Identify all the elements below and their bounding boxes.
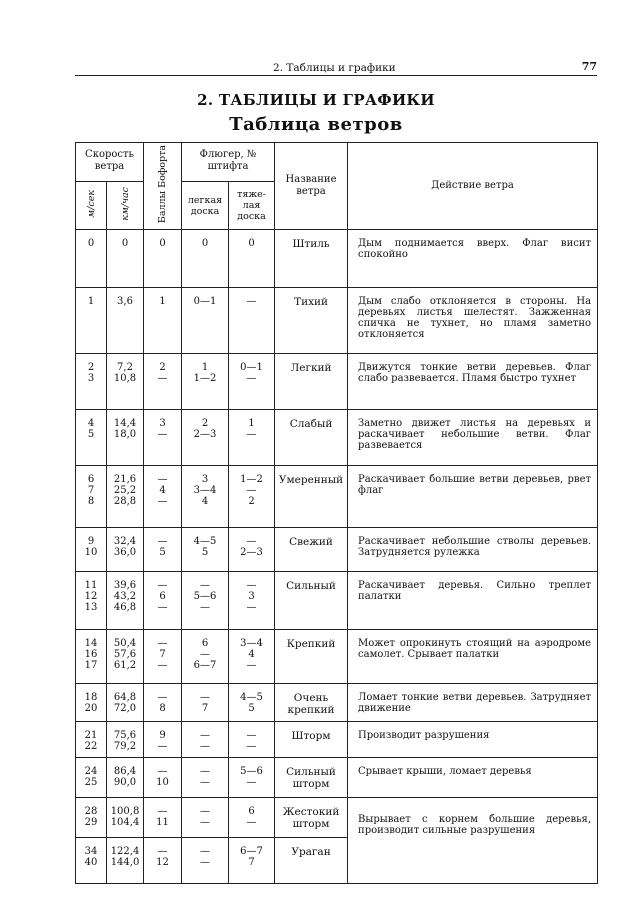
beaufort-cell xyxy=(144,230,182,288)
wind-effect-cell: Дым слабо отклоняется в стороны. На деревьях листья шелестят. Зажженная спичка не тухнет, но пламя заметно отклоняется xyxy=(348,288,598,354)
light-board-cell xyxy=(182,230,229,288)
cell-line: 20 xyxy=(84,703,98,714)
cell-line: 86,4 xyxy=(113,766,137,777)
wind-effect-cell: Раскачивает небольшие стволы деревьев. Затрудняется рулежка xyxy=(348,528,598,572)
heavy-board-cell xyxy=(229,630,275,684)
speed-kmh-cell xyxy=(107,528,144,572)
table-row xyxy=(76,684,598,722)
wind-effect-cell: Раскачивает большие ветви деревьев, рвет флаг xyxy=(348,466,598,528)
cell-line: 72,0 xyxy=(113,703,137,714)
cell-line: — xyxy=(157,536,168,547)
cell-line: 1—2 xyxy=(240,474,263,485)
cell-line: — xyxy=(200,649,211,660)
cell-line: 0 xyxy=(87,238,95,249)
cell-line: 11 xyxy=(156,817,169,828)
cell-line: 2—3 xyxy=(193,429,217,440)
cell-line: 0 xyxy=(121,238,129,249)
cell-line: — xyxy=(200,777,211,788)
wind-effect-cell: Заметно движет листья на деревьях и раскачивает небольшие ветви. Флаг развевается xyxy=(348,410,598,466)
cell-line: — xyxy=(200,806,211,817)
beaufort-cell xyxy=(144,798,182,838)
header-effect: Действие ветра xyxy=(348,143,598,230)
heavy-board-cell xyxy=(229,354,275,410)
header-rule xyxy=(75,75,597,76)
cell-line: 28,8 xyxy=(113,496,137,507)
cell-line: 13 xyxy=(84,602,98,613)
cell-line: 64,8 xyxy=(113,692,137,703)
table-row xyxy=(76,630,598,684)
cell-line: — xyxy=(157,846,168,857)
cell-line: — xyxy=(246,429,257,440)
light-board-cell xyxy=(182,722,229,758)
cell-line: — xyxy=(157,474,168,485)
cell-line: 6—7 xyxy=(240,846,263,857)
cell-line: 1 xyxy=(87,296,95,307)
wind-name-cell: Ураган xyxy=(275,838,348,884)
wind-name-cell: Умеренный xyxy=(275,466,348,528)
cell-line: 7,2 xyxy=(117,362,133,373)
cell-line: — xyxy=(157,602,168,613)
table-row xyxy=(76,722,598,758)
cell-line: 28 xyxy=(84,806,98,817)
cell-line: 2 xyxy=(159,362,166,373)
cell-line: 5 xyxy=(201,547,209,558)
table-row xyxy=(76,528,598,572)
cell-line: — xyxy=(157,741,168,752)
speed-kmh-cell xyxy=(107,230,144,288)
cell-line: 25,2 xyxy=(113,485,137,496)
cell-line: 6 xyxy=(87,474,95,485)
cell-line: 18 xyxy=(84,692,98,703)
light-board-cell xyxy=(182,288,229,354)
heavy-board-cell xyxy=(229,722,275,758)
cell-line: 10,8 xyxy=(113,373,137,384)
header-heavy-board: тяже-лая доска xyxy=(229,182,275,230)
wind-name-cell: Свежий xyxy=(275,528,348,572)
heavy-board-cell xyxy=(229,798,275,838)
cell-line: 3 xyxy=(87,373,95,384)
speed-ms-cell xyxy=(76,230,107,288)
cell-line: 1 xyxy=(159,296,166,307)
heavy-board-cell xyxy=(229,684,275,722)
header-light-board: легкая доска xyxy=(182,182,229,230)
cell-line: 18,0 xyxy=(113,429,137,440)
cell-line: 21 xyxy=(84,730,98,741)
cell-line: — xyxy=(157,496,168,507)
cell-line: 144,0 xyxy=(110,857,140,868)
beaufort-cell xyxy=(144,572,182,630)
cell-line: — xyxy=(157,638,168,649)
cell-line: 79,2 xyxy=(113,741,137,752)
beaufort-cell xyxy=(144,288,182,354)
cell-line: — xyxy=(246,373,257,384)
heavy-board-cell xyxy=(229,758,275,798)
cell-line: — xyxy=(157,806,168,817)
beaufort-cell xyxy=(144,758,182,798)
cell-line: 17 xyxy=(84,660,98,671)
cell-line: 1—2 xyxy=(193,373,217,384)
table-row xyxy=(76,798,598,838)
cell-line: 2 xyxy=(248,496,255,507)
table-row xyxy=(76,230,598,288)
cell-line: — xyxy=(157,692,168,703)
cell-line: — xyxy=(200,580,211,591)
cell-line: 0—1 xyxy=(193,296,217,307)
speed-ms-cell xyxy=(76,758,107,798)
light-board-cell xyxy=(182,630,229,684)
speed-ms-cell xyxy=(76,630,107,684)
cell-line: 75,6 xyxy=(113,730,137,741)
heavy-board-cell xyxy=(229,410,275,466)
cell-line: 4—5 xyxy=(193,536,217,547)
cell-line: — xyxy=(200,766,211,777)
cell-line: — xyxy=(246,741,257,752)
wind-effect-cell: Дым поднимается вверх. Флаг висит спокойно xyxy=(348,230,598,288)
cell-line: 12 xyxy=(156,857,169,868)
cell-line: — xyxy=(246,730,257,741)
running-header xyxy=(75,60,597,76)
cell-line: — xyxy=(246,485,257,496)
cell-line: 36,0 xyxy=(113,547,137,558)
cell-line: 24 xyxy=(84,766,98,777)
cell-line: 4 xyxy=(87,418,95,429)
speed-kmh-cell xyxy=(107,466,144,528)
cell-line: — xyxy=(246,536,257,547)
beaufort-cell xyxy=(144,528,182,572)
wind-effect-cell: Раскачивает деревья. Сильно треплет палатки xyxy=(348,572,598,630)
cell-line: 2 xyxy=(201,418,209,429)
light-board-cell xyxy=(182,354,229,410)
cell-line: 8 xyxy=(159,703,166,714)
header-speed-ms: м/сек xyxy=(76,182,107,230)
wind-effect-cell: Вырывает с корнем большие деревья, производит сильные разрушения xyxy=(348,798,598,884)
light-board-cell xyxy=(182,838,229,884)
speed-ms-cell xyxy=(76,354,107,410)
cell-line: — xyxy=(246,817,257,828)
heavy-board-cell xyxy=(229,572,275,630)
cell-line: 5—6 xyxy=(193,591,217,602)
cell-line: 39,6 xyxy=(113,580,137,591)
wind-name-cell: Шторм xyxy=(275,722,348,758)
light-board-cell xyxy=(182,684,229,722)
wind-name-cell: Сильный шторм xyxy=(275,758,348,798)
speed-kmh-cell xyxy=(107,758,144,798)
cell-line: 5 xyxy=(159,547,166,558)
cell-line: 6 xyxy=(248,806,255,817)
speed-ms-cell xyxy=(76,528,107,572)
speed-ms-cell xyxy=(76,722,107,758)
heavy-board-cell xyxy=(229,466,275,528)
cell-line: 2—3 xyxy=(240,547,263,558)
cell-line: 7 xyxy=(87,485,95,496)
cell-line: 7 xyxy=(201,703,209,714)
cell-line: 8 xyxy=(87,496,95,507)
speed-kmh-cell xyxy=(107,572,144,630)
cell-line: 32,4 xyxy=(113,536,137,547)
cell-line: — xyxy=(200,602,211,613)
speed-kmh-cell xyxy=(107,684,144,722)
heavy-board-cell xyxy=(229,230,275,288)
heavy-board-cell xyxy=(229,528,275,572)
beaufort-cell xyxy=(144,684,182,722)
light-board-cell xyxy=(182,798,229,838)
wind-name-cell: Крепкий xyxy=(275,630,348,684)
beaufort-cell xyxy=(144,354,182,410)
cell-line: 25 xyxy=(84,777,98,788)
cell-line: 57,6 xyxy=(113,649,137,660)
wind-name-cell: Тихий xyxy=(275,288,348,354)
cell-line: 6 xyxy=(159,591,166,602)
cell-line: — xyxy=(246,777,257,788)
cell-line: 16 xyxy=(84,649,98,660)
cell-line: 21,6 xyxy=(113,474,137,485)
cell-line: 10 xyxy=(84,547,98,558)
speed-ms-cell xyxy=(76,410,107,466)
cell-line: — xyxy=(200,692,211,703)
cell-line: 6 xyxy=(201,638,209,649)
cell-line: — xyxy=(200,846,211,857)
cell-line: 1 xyxy=(248,418,255,429)
header-vane: Флюгер, № штифта xyxy=(182,143,275,182)
table-row xyxy=(76,758,598,798)
cell-line: 3 xyxy=(201,474,209,485)
cell-line: — xyxy=(200,741,211,752)
cell-line: 104,4 xyxy=(110,817,140,828)
cell-line: 90,0 xyxy=(113,777,137,788)
speed-ms-cell xyxy=(76,684,107,722)
cell-line: 100,8 xyxy=(110,806,140,817)
cell-line: 3—4 xyxy=(193,485,217,496)
cell-line: 2 xyxy=(87,362,95,373)
wind-table xyxy=(75,142,598,884)
cell-line: 6—7 xyxy=(193,660,217,671)
cell-line: 7 xyxy=(159,649,166,660)
cell-line: 3 xyxy=(248,591,255,602)
wind-effect-cell: Ломает тонкие ветви деревьев. Затрудняет движение xyxy=(348,684,598,722)
cell-line: 11 xyxy=(84,580,98,591)
header-beaufort: Баллы Бофорта xyxy=(144,143,182,230)
cell-line: 14,4 xyxy=(113,418,137,429)
cell-line: 0 xyxy=(248,238,255,249)
cell-line: 22 xyxy=(84,741,98,752)
running-head-title: 2. Таблицы и графики xyxy=(273,62,396,74)
speed-kmh-cell xyxy=(107,798,144,838)
cell-line: 61,2 xyxy=(113,660,137,671)
cell-line: 5 xyxy=(248,703,255,714)
speed-ms-cell xyxy=(76,572,107,630)
speed-kmh-cell xyxy=(107,354,144,410)
cell-line: 4—5 xyxy=(240,692,263,703)
wind-name-cell: Легкий xyxy=(275,354,348,410)
header-speed: Скорость ветра xyxy=(76,143,144,182)
header-speed-kmh: км/час xyxy=(107,182,144,230)
cell-line: 9 xyxy=(87,536,95,547)
wind-name-cell: Сильный xyxy=(275,572,348,630)
cell-line: 10 xyxy=(156,777,169,788)
speed-kmh-cell xyxy=(107,630,144,684)
cell-line: 3—4 xyxy=(240,638,263,649)
cell-line: 0 xyxy=(201,238,209,249)
cell-line: 4 xyxy=(159,485,166,496)
section-heading: 2. ТАБЛИЦЫ И ГРАФИКИ xyxy=(197,91,435,109)
cell-line: — xyxy=(157,373,168,384)
cell-line: — xyxy=(200,730,211,741)
table-row xyxy=(76,410,598,466)
speed-ms-cell xyxy=(76,798,107,838)
cell-line: 3 xyxy=(159,418,166,429)
cell-line: 5 xyxy=(87,429,95,440)
cell-line: 12 xyxy=(84,591,98,602)
cell-line: — xyxy=(157,660,168,671)
wind-effect-cell: Может опрокинуть стоящий на аэродроме самолет. Срывает палатки xyxy=(348,630,598,684)
light-board-cell xyxy=(182,466,229,528)
table-row xyxy=(76,288,598,354)
cell-line: — xyxy=(157,580,168,591)
cell-line: 9 xyxy=(159,730,166,741)
cell-line: — xyxy=(246,580,257,591)
cell-line: 0 xyxy=(159,238,166,249)
heavy-board-cell xyxy=(229,288,275,354)
beaufort-cell xyxy=(144,630,182,684)
cell-line: 4 xyxy=(201,496,209,507)
cell-line: 46,8 xyxy=(113,602,137,613)
cell-line: 3,6 xyxy=(117,296,133,307)
table-row xyxy=(76,466,598,528)
cell-line: 34 xyxy=(84,846,98,857)
speed-ms-cell xyxy=(76,838,107,884)
cell-line: 5—6 xyxy=(240,766,263,777)
speed-ms-cell xyxy=(76,466,107,528)
cell-line: — xyxy=(200,817,211,828)
wind-effect-cell: Производит разрушения xyxy=(348,722,598,758)
cell-line: 0—1 xyxy=(240,362,263,373)
wind-effect-cell: Срывает крыши, ломает деревья xyxy=(348,758,598,798)
cell-line: 50,4 xyxy=(113,638,137,649)
cell-line: 4 xyxy=(248,649,255,660)
table-title: Таблица ветров xyxy=(229,114,403,135)
cell-line: 122,4 xyxy=(110,846,140,857)
light-board-cell xyxy=(182,572,229,630)
cell-line: 7 xyxy=(248,857,255,868)
wind-name-cell: Очень крепкий xyxy=(275,684,348,722)
light-board-cell xyxy=(182,528,229,572)
header-name: Название ветра xyxy=(275,143,348,230)
table-row xyxy=(76,354,598,410)
table-row xyxy=(76,572,598,630)
beaufort-cell xyxy=(144,838,182,884)
cell-line: 43,2 xyxy=(113,591,137,602)
cell-line: 40 xyxy=(84,857,98,868)
cell-line: — xyxy=(200,857,211,868)
cell-line: — xyxy=(157,766,168,777)
cell-line: 1 xyxy=(201,362,209,373)
speed-kmh-cell xyxy=(107,288,144,354)
wind-effect-cell: Движутся тонкие ветви деревьев. Флаг слабо развевается. Пламя быстро тухнет xyxy=(348,354,598,410)
speed-ms-cell xyxy=(76,288,107,354)
cell-line: — xyxy=(157,429,168,440)
cell-line: — xyxy=(246,602,257,613)
page-number: 77 xyxy=(581,60,597,73)
light-board-cell xyxy=(182,758,229,798)
beaufort-cell xyxy=(144,410,182,466)
wind-name-cell: Жестокий шторм xyxy=(275,798,348,838)
beaufort-cell xyxy=(144,722,182,758)
cell-line: 14 xyxy=(84,638,98,649)
wind-name-cell: Штиль xyxy=(275,230,348,288)
cell-line: — xyxy=(246,296,257,307)
speed-kmh-cell xyxy=(107,838,144,884)
cell-line: — xyxy=(246,660,257,671)
speed-kmh-cell xyxy=(107,410,144,466)
wind-name-cell: Слабый xyxy=(275,410,348,466)
speed-kmh-cell xyxy=(107,722,144,758)
cell-line: 29 xyxy=(84,817,98,828)
heavy-board-cell xyxy=(229,838,275,884)
beaufort-cell xyxy=(144,466,182,528)
light-board-cell xyxy=(182,410,229,466)
